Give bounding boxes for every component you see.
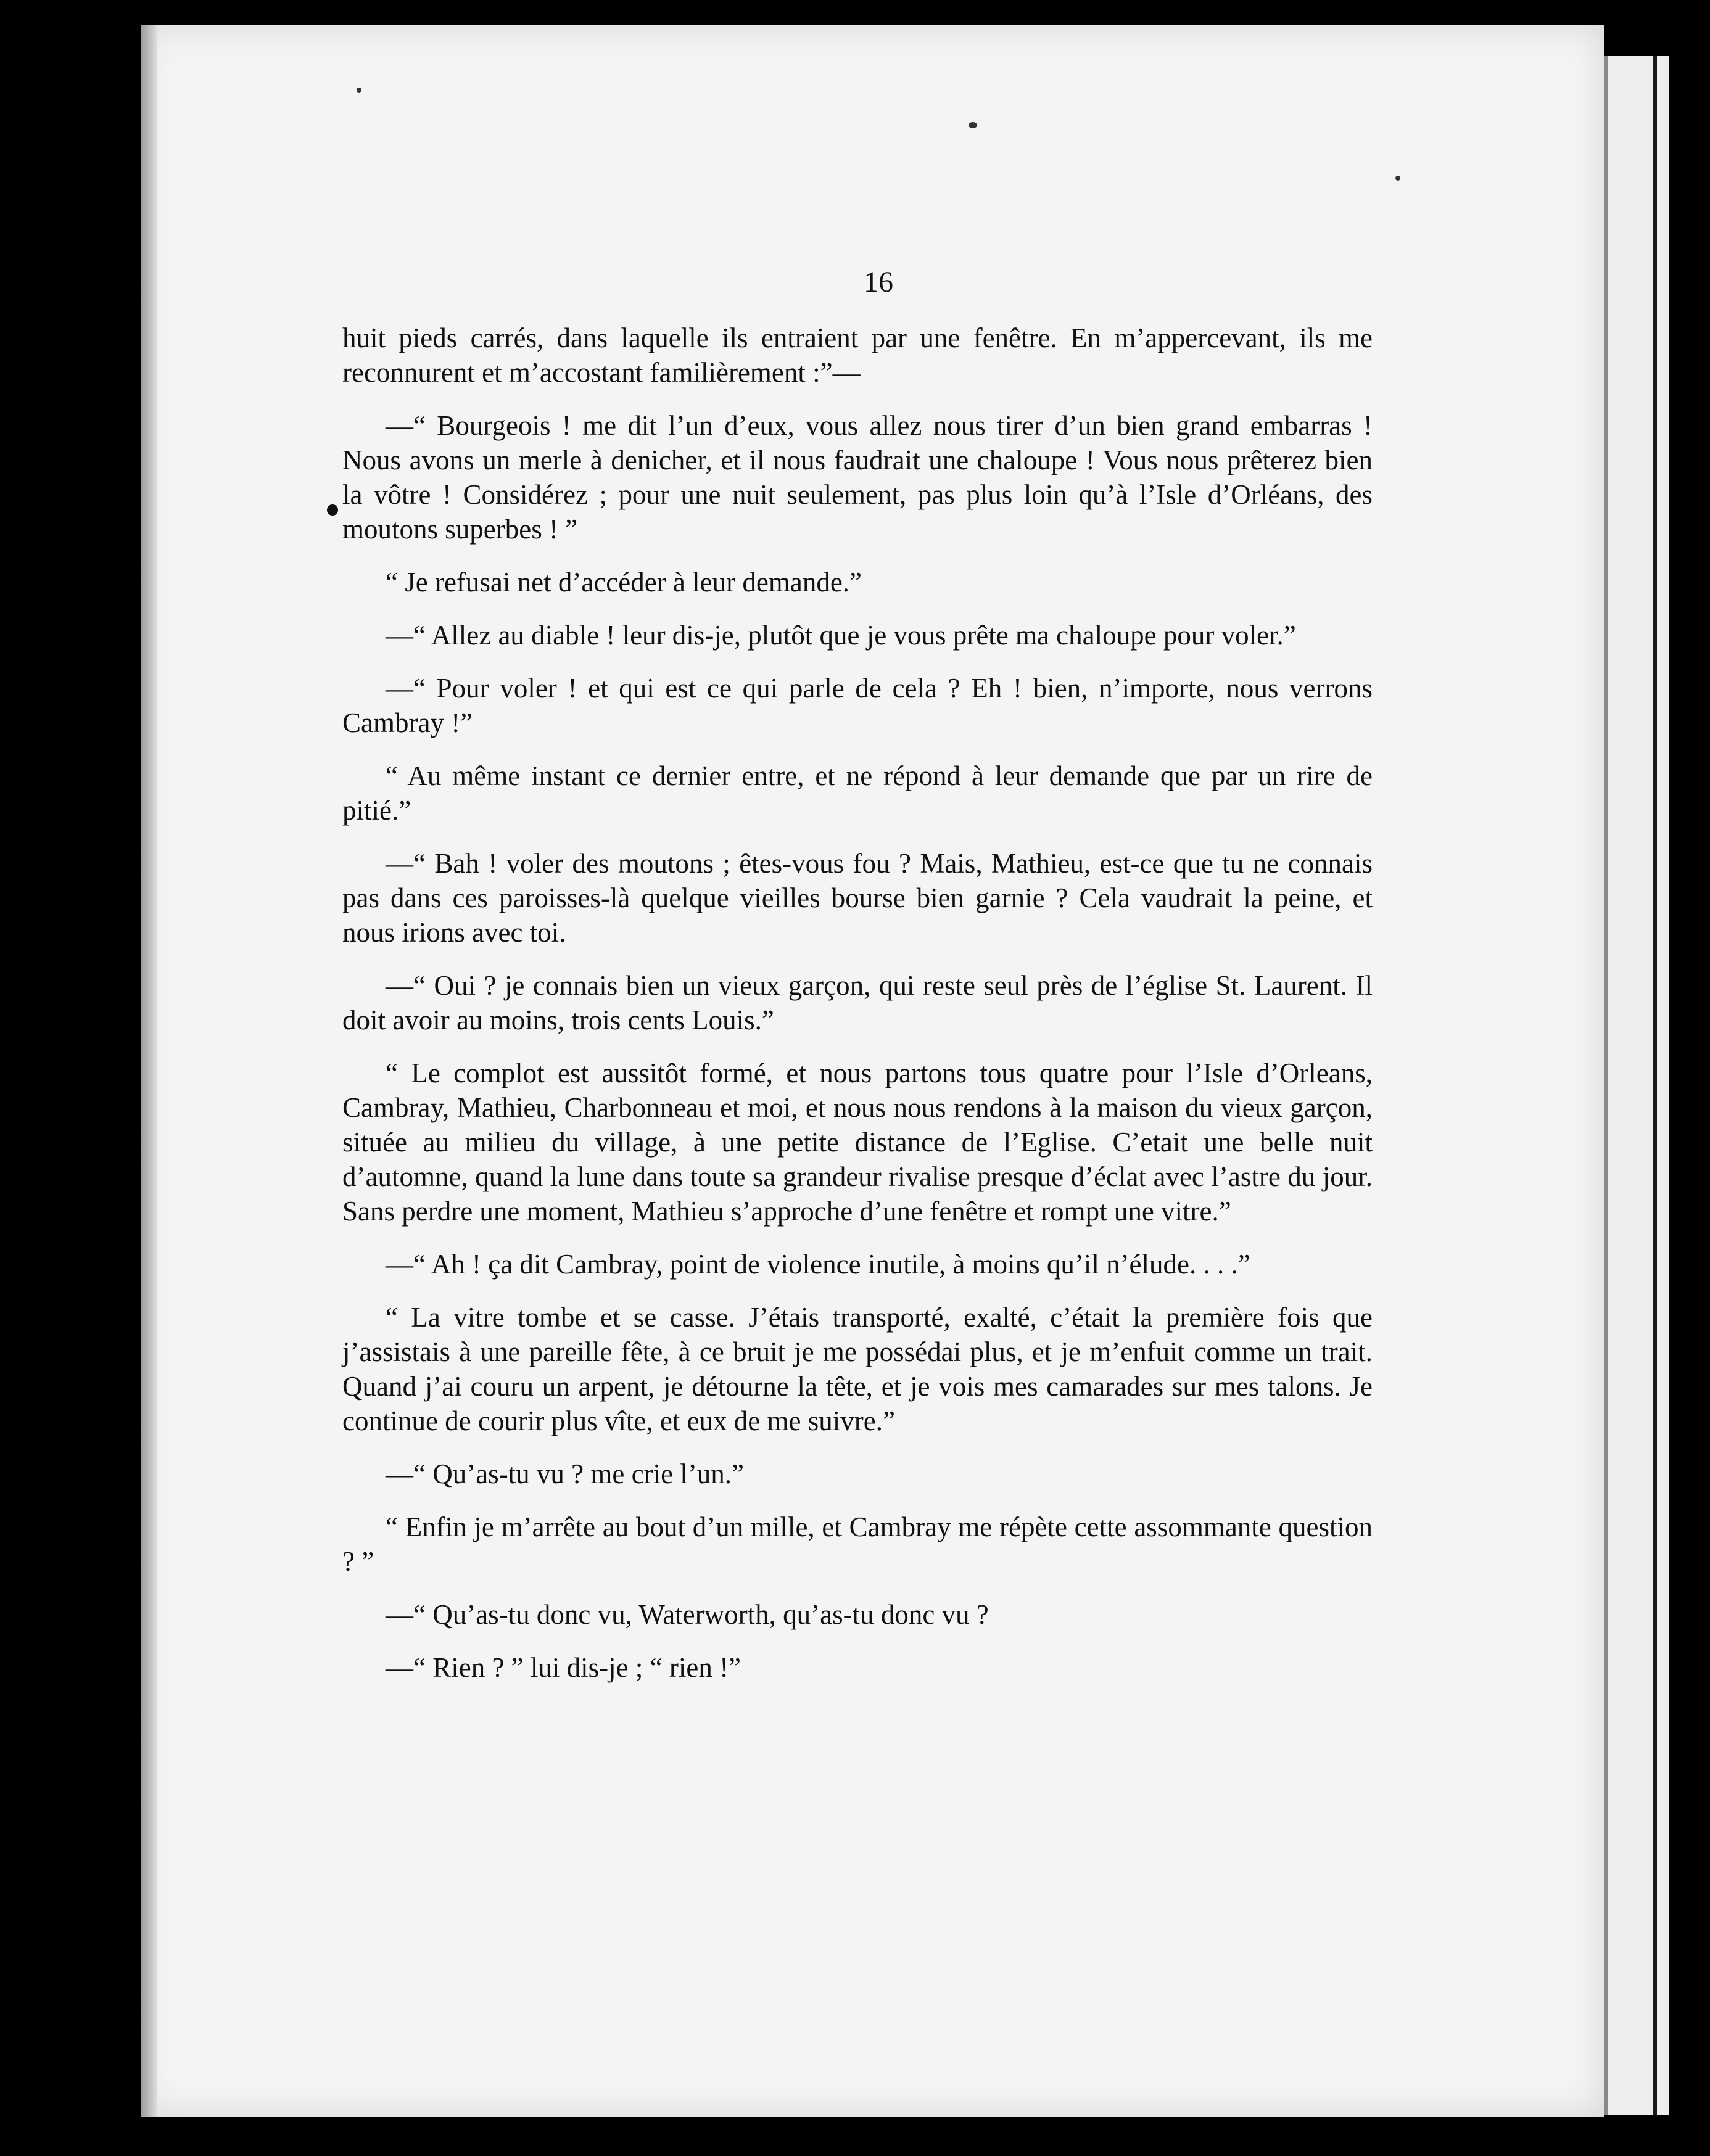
adjacent-page-edge <box>1604 56 1669 2115</box>
adjacent-page-border <box>1653 56 1657 2115</box>
paragraph: —“ Bourgeois ! me dit l’un d’eux, vous allez nous tirer d’un bien grand embarras ! Nous avons un merle à denicher, et il nous faudrait une chaloupe ! Vous nous prêterez bien la vôtre ! Considérez ; pour une nuit seulement, pas plus loin qu’à l’Isle d’Orléans, des moutons superbes ! ” <box>342 410 1373 545</box>
paragraph: —“ Qu’as-tu donc vu, Waterworth, qu’as-tu donc vu ? <box>386 1599 989 1630</box>
paragraph: —“ Rien ? ” lui dis-je ; “ rien !” <box>386 1652 741 1683</box>
paragraph: “ Enfin je m’arrête au bout d’un mille, et Cambray me répète cette assommante question ? ” <box>342 1512 1373 1577</box>
body-text <box>342 321 1373 1703</box>
ink-dot-mark <box>327 504 338 516</box>
speck-mark <box>1395 176 1400 181</box>
paragraph: huit pieds carrés, dans laquelle ils entraient par une fenêtre. En m’appercevant, ils me reconnurent et m’accostant familièrement :”— <box>342 323 1373 388</box>
speck-mark <box>357 88 361 93</box>
paragraph: —“ Allez au diable ! leur dis-je, plutôt que je vous prête ma chaloupe pour voler.” <box>386 620 1296 651</box>
paragraph: “ Je refusai net d’accéder à leur demande.” <box>386 567 862 598</box>
paragraph: —“ Pour voler ! et qui est ce qui parle de cela ? Eh ! bien, n’importe, nous verrons Cambray !” <box>342 673 1373 738</box>
paragraph: —“ Oui ? je connais bien un vieux garçon, qui reste seul près de l’église St. Laurent. Il doit avoir au moins, trois cents Louis.” <box>342 970 1373 1035</box>
paragraph: —“ Bah ! voler des moutons ; êtes-vous fou ? Mais, Mathieu, est-ce que tu ne connais pas dans ces paroisses-là quelque vieilles bourse bien garnie ? Cela vaudrait la peine, et nous irions avec toi. <box>342 848 1373 948</box>
paragraph: “ La vitre tombe et se casse. J’étais transporté, exalté, c’était la première fois que j’assistais à une pareille fête, à ce bruit je me possédai plus, et je m’enfuit comme un trait. Quand j’ai couru un arpent, je détourne la tête, et je vois mes camarades sur mes talons. Je continue de courir plus vîte, et eux de me suivre.” <box>342 1302 1373 1436</box>
speck-mark <box>969 122 977 128</box>
paragraph: “ Le complot est aussitôt formé, et nous partons tous quatre pour l’Isle d’Orleans, Cambray, Mathieu, Charbonneau et moi, et nous nous rendons à la maison du vieux garçon, située au milieu du village, à une petite distance de l’Eglise. C’etait une belle nuit d’automne, quand la lune dans toute sa grandeur rivalise presque d’éclat avec l’astre du jour. Sans perdre une moment, Mathieu s’approche d’une fenêtre et rompt une vitre.” <box>342 1058 1373 1227</box>
page-number: 16 <box>864 266 893 298</box>
page-edge-shadow <box>141 25 157 2117</box>
paragraph: —“ Ah ! ça dit Cambray, point de violence inutile, à moins qu’il n’élude. . . .” <box>386 1249 1250 1280</box>
paragraph: —“ Qu’as-tu vu ? me crie l’un.” <box>386 1459 745 1489</box>
paragraph: “ Au même instant ce dernier entre, et ne répond à leur demande que par un rire de pitié.” <box>342 760 1373 826</box>
